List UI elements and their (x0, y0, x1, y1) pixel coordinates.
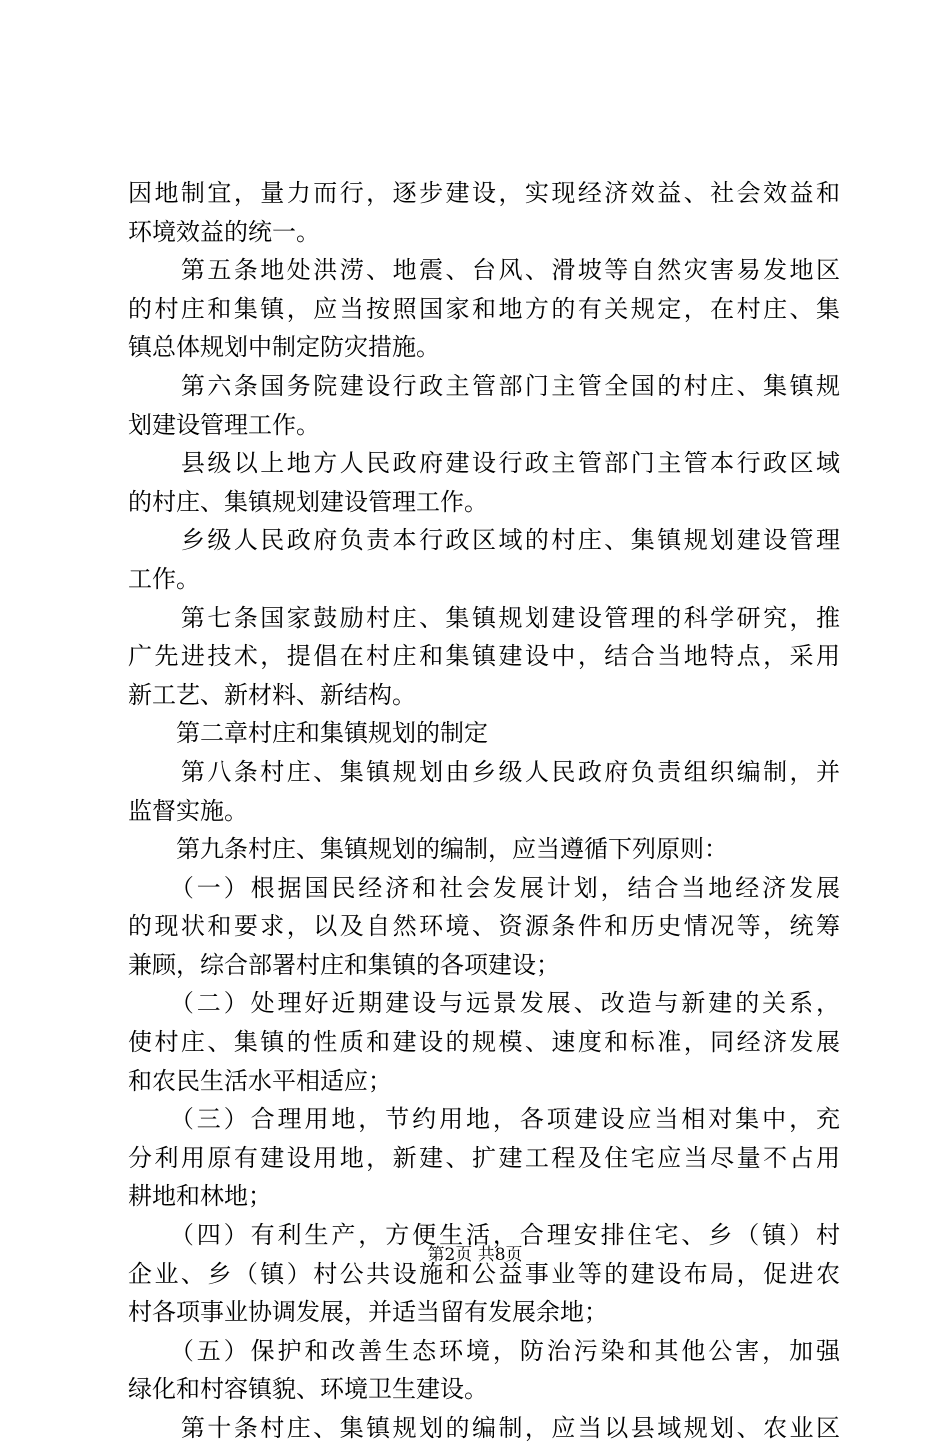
text-line: 第十条村庄、集镇规划的编制，应当以县域规划、农业区 (128, 1414, 840, 1442)
text-line: 第九条村庄、集镇规划的编制，应当遵循下列原则： (128, 835, 728, 864)
text-line: 工作。 (128, 564, 200, 593)
text-line: 第八条村庄、集镇规划由乡级人民政府负责组织编制，并 (128, 757, 840, 786)
text-line: 的现状和要求，以及自然环境、资源条件和历史情况等，统筹 (128, 912, 840, 941)
text-line: 划建设管理工作。 (128, 410, 320, 439)
text-line: 镇总体规划中制定防灾措施。 (128, 333, 440, 362)
text-line: 县级以上地方人民政府建设行政主管部门主管本行政区域 (128, 449, 840, 478)
text-line: 第七条国家鼓励村庄、集镇规划建设管理的科学研究，推 (128, 603, 840, 632)
text-line: 绿化和村容镇貌、环境卫生建设。 (128, 1375, 488, 1404)
text-line: （三）合理用地，节约用地，各项建设应当相对集中，充 (128, 1105, 840, 1134)
text-line: 的村庄和集镇，应当按照国家和地方的有关规定，在村庄、集 (128, 294, 840, 323)
text-line: （一）根据国民经济和社会发展计划，结合当地经济发展 (128, 873, 840, 902)
text-line: 村各项事业协调发展，并适当留有发展余地； (128, 1298, 608, 1327)
text-line: 企业、乡（镇）村公共设施和公益事业等的建设布局，促进农 (128, 1259, 840, 1288)
text-line: 耕地和林地； (128, 1182, 272, 1211)
chapter-heading: 第二章村庄和集镇规划的制定 (128, 719, 488, 748)
text-line: 和农民生活水平相适应； (128, 1066, 392, 1095)
text-line: 第五条地处洪涝、地震、台风、滑坡等自然灾害易发地区 (128, 256, 840, 285)
text-line: 乡级人民政府负责本行政区域的村庄、集镇规划建设管理 (128, 526, 840, 555)
text-line: 兼顾，综合部署村庄和集镇的各项建设； (128, 950, 560, 979)
text-line: 监督实施。 (128, 796, 248, 825)
page-number-footer: 第2页 共8页 (427, 1245, 523, 1265)
text-line: 广先进技术，提倡在村庄和集镇建设中，结合当地特点，采用 (128, 642, 840, 671)
text-line: 第六条国务院建设行政主管部门主管全国的村庄、集镇规 (128, 371, 840, 400)
text-line: （二）处理好近期建设与远景发展、改造与新建的关系， (128, 989, 840, 1018)
text-line: 因地制宜，量力而行，逐步建设，实现经济效益、社会效益和 (128, 179, 840, 207)
text-line: 环境效益的统一。 (128, 217, 320, 246)
text-line: 新工艺、新材料、新结构。 (128, 680, 416, 709)
text-line: 使村庄、集镇的性质和建设的规模、速度和标准，同经济发展 (128, 1028, 840, 1057)
text-line: 分利用原有建设用地，新建、扩建工程及住宅应当尽量不占用 (128, 1143, 840, 1172)
text-line: （四）有利生产，方便生活，合理安排住宅、乡（镇）村 (128, 1221, 840, 1250)
text-line: 的村庄、集镇规划建设管理工作。 (128, 487, 488, 516)
text-line: （五）保护和改善生态环境，防治污染和其他公害，加强 (128, 1336, 840, 1365)
